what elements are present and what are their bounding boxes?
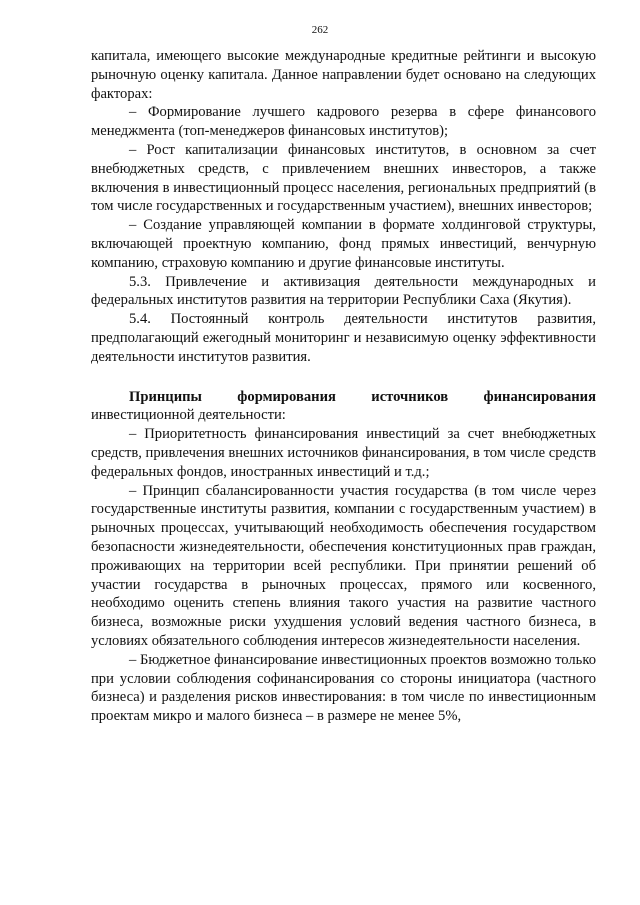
heading-word-3: источников xyxy=(371,388,449,405)
paragraph-5-3: 5.3. Привлечение и активизация деятельности международных и федеральных институтов развития на территории Республики Саха (Якутия). xyxy=(91,273,596,309)
heading-bold-line xyxy=(91,388,596,407)
list-item-priority-financing: – Приоритетность финансирования инвестиций за счет внебюджетных средств, привлечения внешних источников финансирования, в том числе средств федеральных фондов, иностранных инвестиций и т.д.; xyxy=(91,426,596,480)
heading-continuation: инвестиционной деятельности: xyxy=(91,407,286,424)
paragraph-continuation: капитала, имеющего высокие международные кредитные рейтинги и высокую рыночную оценку капитала. Данное направлении будет основано на следующих факторах: xyxy=(91,48,596,102)
list-item-personnel-reserve: – Формирование лучшего кадрового резерва в сфере финансового менеджмента (топ-менеджеров финансовых институтов); xyxy=(91,104,596,140)
paragraph-5-4: 5.4. Постоянный контроль деятельности институтов развития, предполагающий ежегодный мониторинг и независимую оценку эффективности деятельности институтов развития. xyxy=(91,311,596,365)
document-body xyxy=(91,47,596,726)
section-gap xyxy=(91,367,596,388)
list-item-budget-financing: – Бюджетное финансирование инвестиционных проектов возможно только при условии соблюдения софинансирования со стороны инициатора (частного бизнеса) и разделения рисков инвестирования: в том числе по инвестиционным проектам микро и малого бизнеса – в размере не менее 5%, xyxy=(91,651,596,725)
heading-word-1: Принципы xyxy=(129,388,202,405)
list-item-capitalization-growth: – Рост капитализации финансовых институтов, в основном за счет внебюджетных средств, с привлечением внешних инвесторов, а также включения в инвестиционный процесс населения, региональных предприятий (в том числе государственных и государственным участием), внешних инвесторов; xyxy=(91,141,596,215)
list-item-balance-principle: – Принцип сбалансированности участия государства (в том числе через государственные институты развития, компании с государственным участием) в рыночных процессах, учитывающий необходимость обеспечения государством безопасности жизнедеятельности, обеспечения конституционных прав граждан, проживающих на территории всей республики. При принятии решений об участии государства в рыночных процессах, прямого или косвенного, необходимо оценить степень влияния такого участия на развитие частного бизнеса, возможные риски ухудшения условий ведения частного бизнеса, в условиях обязательного соблюдения интересов жизнедеятельности населения. xyxy=(91,482,596,649)
heading-word-4: финансирования xyxy=(483,388,596,405)
section-heading xyxy=(91,388,596,426)
page-number: 262 xyxy=(311,24,329,36)
list-item-management-company: – Создание управляющей компании в формате холдинговой структуры, включающей проектную компанию, фонд прямых инвестиций, венчурную компанию, страховую компанию и другие финансовые институты. xyxy=(91,217,596,271)
heading-word-2: формирования xyxy=(237,388,336,405)
